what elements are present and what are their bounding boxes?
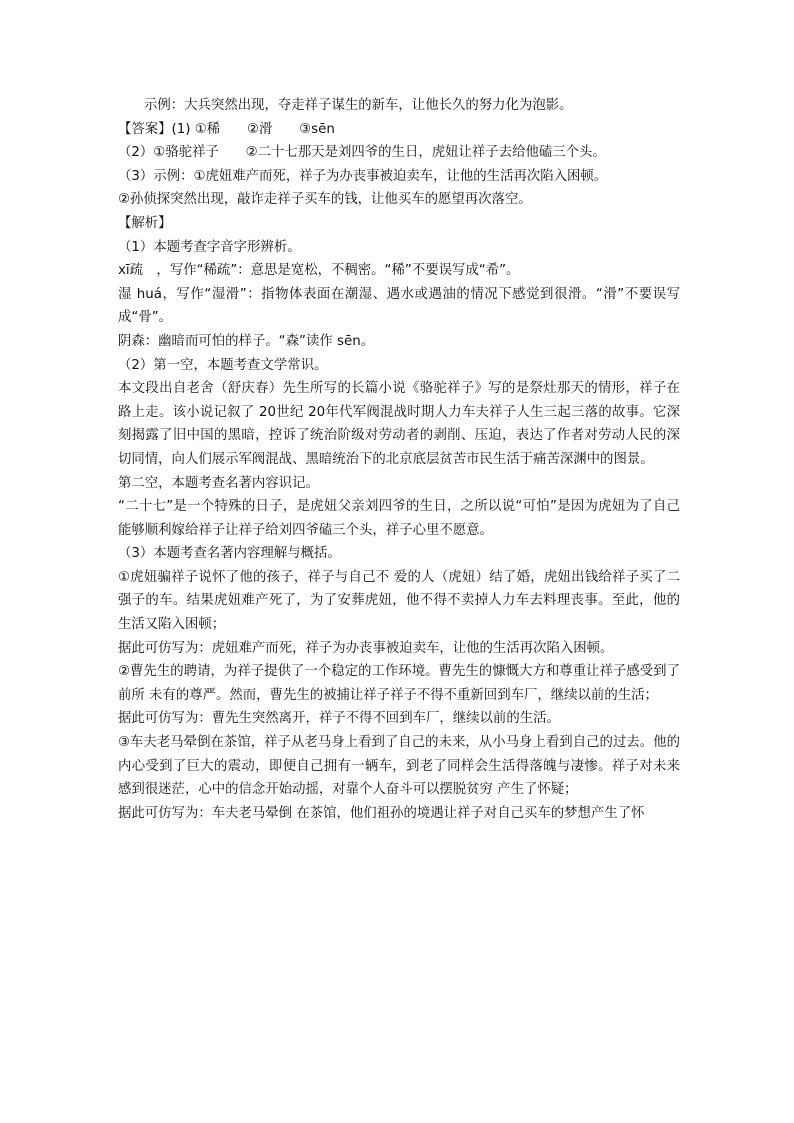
- analysis-part-3-item-2: ②曹先生的聘请，为祥子提供了一个稳定的工作环境。曹先生的慷慨大方和尊重让祥子感受到了前所 未有的尊严。然而，曹先生的被捕让祥子祥子不得不重新回到车厂，继续以前的生活；: [118, 664, 680, 703]
- analysis-part-1-xi: xī疏 ，写作“稀疏”：意思是宽松，不稠密。“稀”不要误写成“希”。: [118, 263, 520, 279]
- answer-part-3-2: ②孙侦探突然出现，敲诈走祥子买车的钱，让他买车的愿望再次落空。: [118, 192, 532, 208]
- analysis-part-3-title: （3）本题考查名著内容理解与概括。: [118, 546, 341, 562]
- answer-part-2: （2）①骆驼祥子 ②二十七那天是刘四爷的生日，虎妞让祥子去给他磕三个头。: [118, 145, 606, 161]
- analysis-heading: 【解析】: [118, 215, 172, 231]
- answer-part-3-1: （3）示例：①虎妞难产而死，祥子为办丧事被迫卖车，让他的生活再次陷入困顿。: [118, 168, 608, 184]
- analysis-part-1-hua: 湿 huá，写作“湿滑”：指物体表面在潮湿、遇水或遇油的情况下感觉到很滑。“滑”不要误写成“骨”。: [118, 286, 680, 326]
- analysis-part-1-sen: 阴森：幽暗而可怕的样子。“森”读作 sēn。: [118, 333, 375, 349]
- analysis-part-2-body: 本文段出自老舍（舒庆春）先生所写的长篇小说《骆驼祥子》写的是祭灶那天的情形，祥子在路上走。该小说记叙了 20世纪 20年代军阀混战时期人力车夫祥子人生三起三落的故事。它深刻揭露了旧中国的黑暗，控诉了统治阶级对劳动者的剥削、压迫，表达了作者对劳动人民的深切同情，向人们展示军阀混战、黑暗统治下的北京底层贫苦市民生活于痛苦深渊中的图景。: [118, 381, 680, 467]
- answer-heading: 【答案】(1) ①稀 ②滑 ③sēn: [118, 121, 335, 137]
- analysis-part-2-second-body: “二十七”是一个特殊的日子，是虎妞父亲刘四爷的生日，之所以说“可怕”是因为虎妞为了自己能够顺利嫁给祥子让祥子给刘四爷磕三个头，祥子心里不愿意。: [118, 499, 680, 538]
- analysis-part-3-imitation-2: 据此可仿写为：曹先生突然离开，祥子不得不回到车厂，继续以前的生活。: [118, 711, 560, 727]
- analysis-part-3-imitation-3: 据此可仿写为：车夫老马晕倒 在茶馆，他们祖孙的境遇让祥子对自己买车的梦想产生了怀: [118, 805, 645, 821]
- analysis-part-3-item-3: ③车夫老马晕倒在茶馆，祥子从老马身上看到了自己的未来，从小马身上看到自己的过去。他的内心受到了巨大的震动，即便自己拥有一辆车，到老了同样会生活得落魄与凄惨。祥子对未来感到很迷茫，心中的信念开始动摇，对靠个人奋斗可以摆脱贫穷 产生了怀疑；: [118, 735, 680, 798]
- analysis-part-2-title: （2）第一空，本题考查文学常识。: [118, 357, 328, 373]
- analysis-part-3-item-1: ①虎妞骗祥子说怀了他的孩子，祥子与自己不 爱的人（虎妞）结了婚，虎妞出钱给祥子买了二强子的车。结果虎妞难产死了，为了安葬虎妞，他不得不卖掉人力车去料理丧事。至此，他的生活又陷入困顿；: [118, 569, 680, 633]
- analysis-part-1-title: （1）本题考查字音字形辨析。: [118, 239, 301, 255]
- analysis-part-3-imitation-1: 据此可仿写为：虎妞难产而死，祥子为办丧事被迫卖车，让他的生活再次陷入困顿。: [118, 640, 614, 656]
- analysis-part-2-second-title: 第二空，本题考查名著内容识记。: [118, 475, 319, 491]
- example-text: 示例：大兵突然出现，夺走祥子谋生的新车，让他长久的努力化为泡影。: [144, 98, 573, 113]
- document-body: [118, 94, 680, 825]
